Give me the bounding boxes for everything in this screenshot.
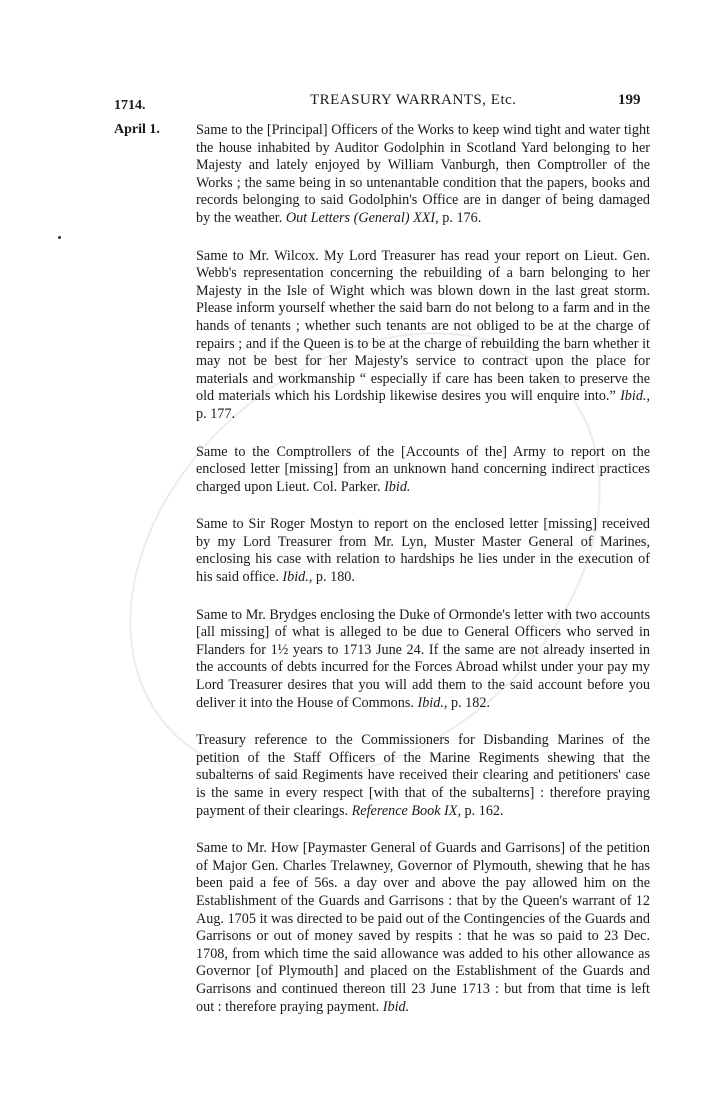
entry-page: , p. 176. bbox=[435, 209, 482, 226]
entry-page: , p. 177. bbox=[196, 388, 651, 422]
entry: Same to Sir Roger Mostyn to report on the enclosed letter [missing] received by my Lord Treasurer from Mr. Lyn, Muster Master General of Marines, enclosing his case with relation to hardships he lies under in the execution of his said office. Ibid., p. 180. bbox=[196, 516, 650, 586]
document-body bbox=[196, 122, 650, 1016]
entry-page: , p. 182. bbox=[443, 694, 490, 711]
margin-date: April 1. bbox=[114, 122, 160, 137]
entry-page: , p. 162. bbox=[457, 802, 504, 819]
margin-dot bbox=[58, 236, 61, 239]
entry: Same to the Comptrollers of the [Accounts of the] Army to report on the enclosed letter [missing] from an unknown hand concerning indirect practices charged upon Lieut. Col. Parker. Ibid. bbox=[196, 443, 650, 495]
header-year: 1714. bbox=[114, 98, 146, 113]
entry-reference: Ibid. bbox=[620, 388, 647, 405]
entry-reference: Reference Book IX bbox=[351, 802, 458, 819]
entry-reference: Ibid. bbox=[282, 569, 309, 586]
entry: Same to Mr. Wilcox. My Lord Treasurer has read your report on Lieut. Gen. Webb's representation concerning the rebuilding of a barn belonging to her Majesty in the Isle of Wight which was blown down in the last great storm. Please inform yourself whether the said barn do not belong to a farm and in the hands of tenants ; whether such tenants are not obliged to be at the charge of repairs ; and if the Queen is to be at the charge of rebuilding the barn whether it may not be best for her Majesty's service to contract upon the place for materials and workmanship “ especially if care has been taken to preserve the old materials which his Lordship likewise desires you will enquire into.” Ibid., p. 177. bbox=[196, 247, 651, 422]
entry-page: , p. 180. bbox=[308, 569, 355, 586]
running-title: TREASURY WARRANTS, Etc. bbox=[310, 92, 517, 108]
entry: Same to Mr. How [Paymaster General of Guards and Garrisons] of the petition of Major Gen. Charles Trelawney, Governor of Plymouth, shewing that he has been paid a fee of 56s. a day over and above the pay allowed him on the Establishment of the Guards and Garrisons : that by the Queen's warrant of 12 Aug. 1705 it was directed to be paid out of the Contingencies of the Guards and Garrisons or out of money saved by respits : that he was so paid to 23 Dec. 1708, from which time the said allowance was added to his other allowance as Governor [of Plymouth] and placed on the Establishment of the Guards and Garrisons and continued thereon till 23 June 1713 : but from that time is left out : therefore praying payment. Ibid. bbox=[196, 840, 650, 1015]
entry: Same to Mr. Brydges enclosing the Duke of Ormonde's letter with two accounts [all missing] of what is alleged to be due to General Officers who served in Flanders for 1½ years to 1713 June 24. If the same are not already inserted in the accounts of debts incurred for the Forces Abroad whilst under your pay my Lord Treasurer desires that you will add them to the said account before you deliver it into the House of Commons. Ibid., p. 182. bbox=[196, 606, 650, 711]
entry: Same to the [Principal] Officers of the Works to keep wind tight and water tight the house inhabited by Auditor Godolphin in Scotland Yard belonging to her Majesty and lately enjoyed by William Vanburgh, then Comptroller of the Works ; the same being in so untenantable condition that the papers, books and records belonging to said Godolphin's Office are in danger of being damaged by the weather. Out Letters (General) XXI, p. 176. bbox=[196, 122, 650, 226]
entry-reference: Ibid. bbox=[382, 998, 410, 1015]
entry-reference: Ibid. bbox=[417, 694, 444, 711]
running-header bbox=[0, 92, 726, 116]
entry: Treasury reference to the Commissioners for Disbanding Marines of the petition of the Staff Officers of the Marine Regiments shewing that the subalterns of said Regiments have received their clearing and petitioners' case is the same in every respect [with that of the subalterns] : therefore praying payment of their clearings. Reference Book IX, p. 162. bbox=[196, 732, 650, 819]
page-number: 199 bbox=[618, 92, 641, 108]
entry-reference: Out Letters (General) XXI bbox=[285, 209, 436, 226]
entry-reference: Ibid. bbox=[384, 478, 411, 495]
